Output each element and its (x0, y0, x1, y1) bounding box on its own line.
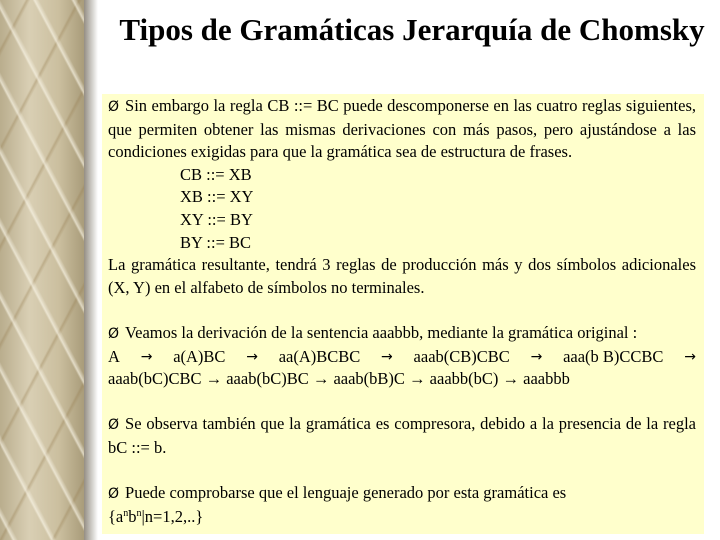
spacer (108, 460, 696, 483)
rule-4: BY ::= BC (180, 232, 252, 252)
derivation-arrow: → (684, 348, 696, 365)
set-close: |n=1,2,..} (141, 506, 204, 526)
paragraph-1-text: Sin embargo la regla CB ::= BC puede descomponerse en las cuatro reglas siguientes, que permiten obtener las mismas derivaciones con más pasos, pero ajustándose a las condiciones exigidas para que la gramática sea de estructura de frases. (108, 96, 696, 162)
derivation-arrow: → (246, 348, 258, 365)
arrow-bullet-icon: Ø (108, 325, 120, 342)
language-set (108, 506, 696, 529)
derivation-step: aa(A)BCBC (278, 346, 361, 366)
paragraph-2-intro (108, 322, 696, 346)
derivation-line-1 (108, 346, 696, 369)
spacer (108, 391, 696, 414)
derivation-step: A (108, 346, 120, 366)
paragraph-1-conclusion: La gramática resultante, tendrá 3 reglas de producción más y dos símbolos adicionales (X, Y) en el alfabeto de símbolos no terminales. (108, 255, 696, 297)
paragraph-2-intro-text: Veamos la derivación de la sentencia aaabbb, mediante la gramática original : (125, 322, 638, 342)
derivation-step: aaab(CB)CBC (413, 346, 510, 366)
rule-1: CB ::= XB (180, 164, 252, 184)
paragraph-3-text: Se observa también que la gramática es compresora, debido a la presencia de la regla bC ::= b. (108, 414, 696, 457)
rule-3: XY ::= BY (180, 209, 253, 229)
set-b: b (128, 506, 137, 526)
derivation-line-2: aaab(bC)CBC → aaab(bC)BC → aaab(bB)C → aaabb(bC) → aaabbb (108, 369, 570, 389)
slide-title: Tipos de Gramáticas Jerarquía de Chomsky (119, 12, 705, 47)
exponent-n-a: n (123, 507, 129, 519)
paragraph-1 (108, 95, 696, 164)
derivation-step: a(A)BC (173, 346, 226, 366)
content-box (102, 94, 704, 534)
exponent-n-b: n (136, 507, 142, 519)
arrow-bullet-icon: Ø (108, 99, 120, 115)
paragraph-4-text: Puede comprobarse que el lenguaje generado por esta gramática es (125, 483, 567, 503)
paragraph-4 (108, 482, 696, 506)
derivation-arrow: → (140, 348, 153, 365)
derivation-arrow: → (530, 348, 543, 365)
decorative-marble-strip (0, 0, 84, 540)
arrow-bullet-icon: Ø (108, 417, 120, 434)
paragraph-3 (108, 413, 696, 459)
rule-2: XB ::= XY (180, 187, 254, 207)
decorative-strip-shadow (84, 0, 98, 540)
spacer (108, 299, 696, 322)
set-open: {a (108, 506, 124, 526)
derivation-arrow: → (381, 348, 393, 365)
derivation-step: aaa(b B)CCBC (563, 346, 664, 366)
arrow-bullet-icon: Ø (108, 486, 120, 503)
